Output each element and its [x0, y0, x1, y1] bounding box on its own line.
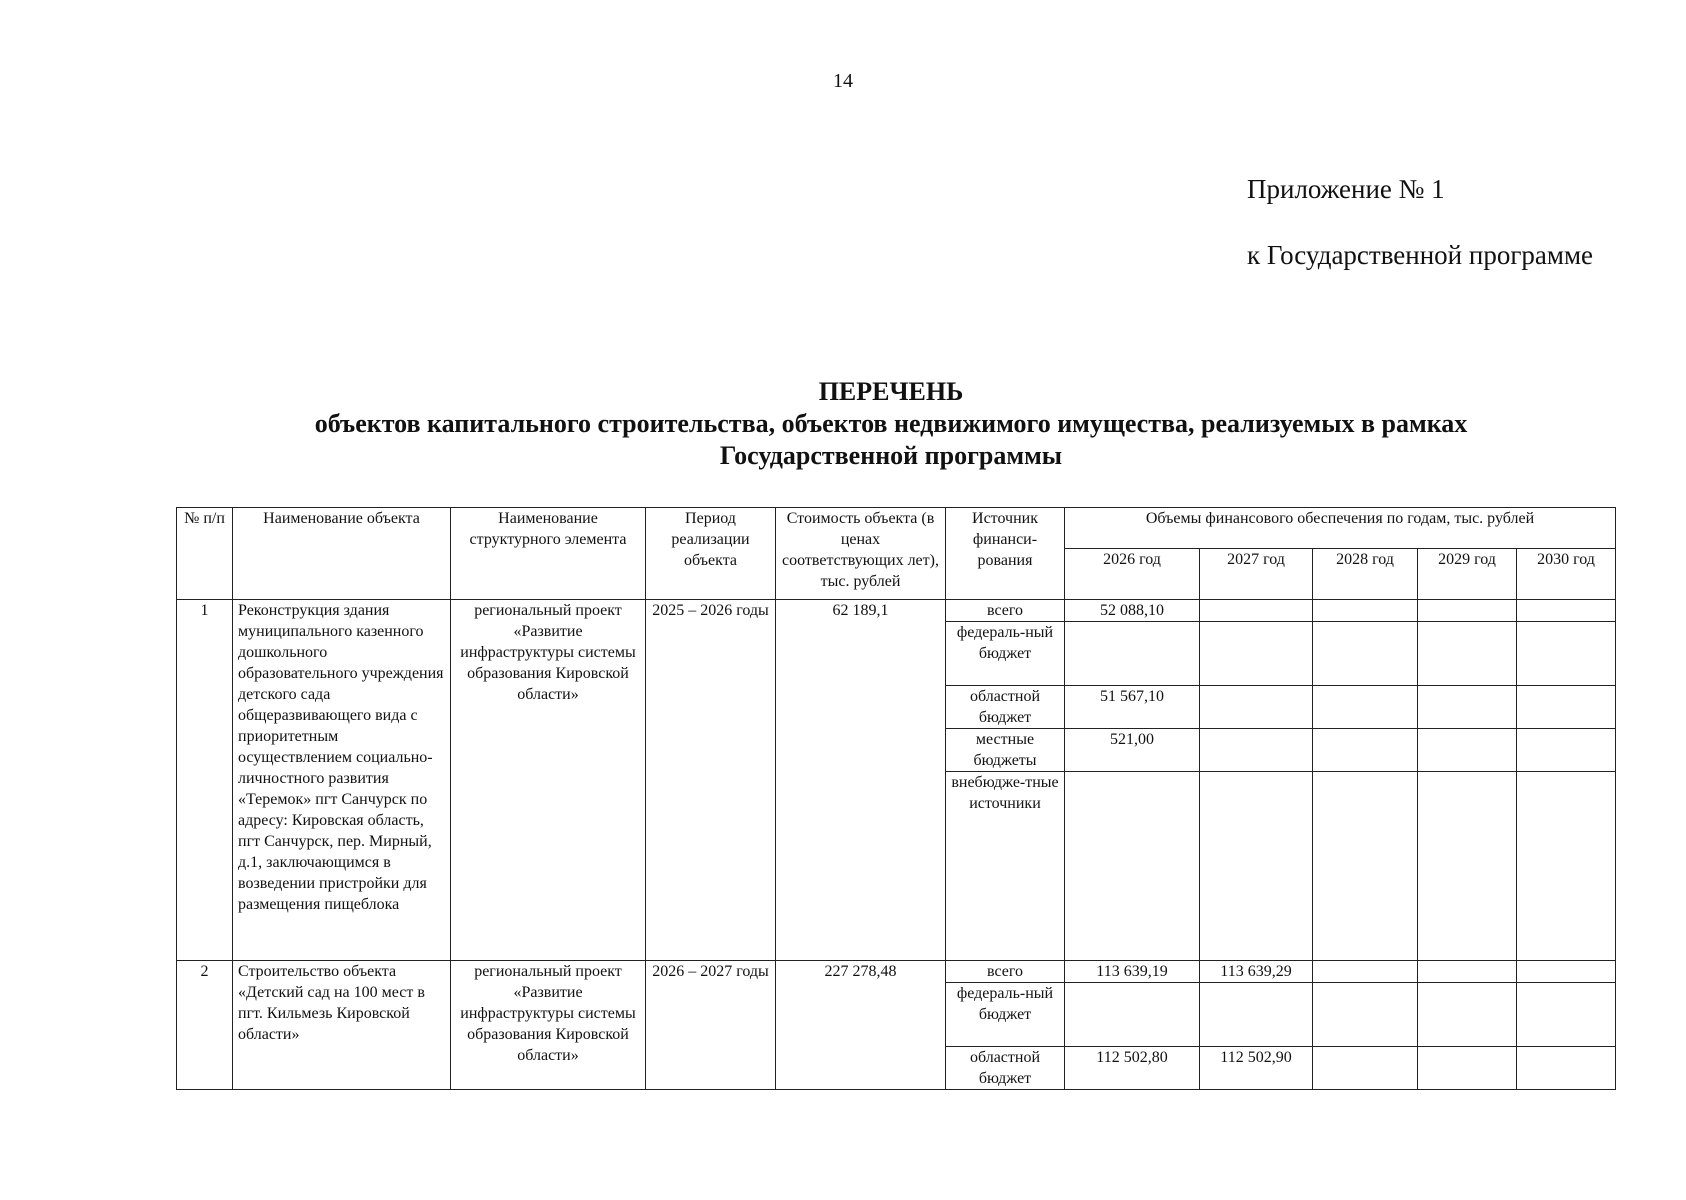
value-cell	[1418, 983, 1517, 1047]
header-year: 2030 год	[1517, 549, 1616, 600]
source-label: федераль-ный бюджет	[946, 983, 1065, 1047]
title-line-1: ПЕРЕЧЕНЬ	[818, 377, 964, 406]
object-cost: 62 189,1	[776, 600, 946, 961]
value-cell	[1200, 600, 1313, 622]
value-cell	[1517, 622, 1616, 686]
value-cell: 112 502,80	[1065, 1047, 1200, 1090]
table-row	[177, 961, 1616, 983]
value-cell: 113 639,29	[1200, 961, 1313, 983]
value-cell	[1517, 961, 1616, 983]
source-label: внебюдже-тные источники	[946, 772, 1065, 961]
object-cost: 227 278,48	[776, 961, 946, 1090]
source-label: федераль-ный бюджет	[946, 622, 1065, 686]
value-cell	[1313, 600, 1418, 622]
value-cell	[1313, 729, 1418, 772]
value-cell	[1200, 772, 1313, 961]
value-cell	[1065, 983, 1200, 1047]
value-cell	[1313, 772, 1418, 961]
value-cell	[1200, 686, 1313, 729]
header-year: 2028 год	[1313, 549, 1418, 600]
object-name: Строительство объекта «Детский сад на 100 мест в пгт. Кильмезь Кировской области»	[233, 961, 451, 1090]
header-year: 2027 год	[1200, 549, 1313, 600]
source-label: всего	[946, 961, 1065, 983]
page-number: 14	[833, 70, 853, 92]
title-line-3: Государственной программы	[719, 441, 1063, 470]
object-num: 2	[177, 961, 233, 1090]
value-cell	[1418, 1047, 1517, 1090]
value-cell	[1065, 772, 1200, 961]
value-cell	[1065, 622, 1200, 686]
source-label: всего	[946, 600, 1065, 622]
header-year: 2026 год	[1065, 549, 1200, 600]
value-cell	[1418, 772, 1517, 961]
value-cell: 51 567,10	[1065, 686, 1200, 729]
value-cell	[1313, 622, 1418, 686]
value-cell	[1313, 1047, 1418, 1090]
header-volumes: Объемы финансового обеспечения по годам, тыс. рублей	[1065, 508, 1616, 549]
value-cell	[1418, 729, 1517, 772]
source-label: областной бюджет	[946, 686, 1065, 729]
object-period: 2025 – 2026 годы	[646, 600, 776, 961]
object-num: 1	[177, 600, 233, 961]
header-period: Период реализации объекта	[646, 508, 776, 600]
object-period: 2026 – 2027 годы	[646, 961, 776, 1090]
value-cell	[1517, 600, 1616, 622]
value-cell	[1517, 1047, 1616, 1090]
value-cell	[1313, 961, 1418, 983]
value-cell	[1418, 686, 1517, 729]
value-cell: 521,00	[1065, 729, 1200, 772]
source-label: местные бюджеты	[946, 729, 1065, 772]
appendix-program-ref: к Государственной программе	[1247, 240, 1594, 270]
value-cell	[1200, 729, 1313, 772]
value-cell	[1313, 686, 1418, 729]
object-element: региональный проект «Развитие инфраструктуры системы образования Кировской области»	[451, 961, 646, 1090]
table-row	[177, 600, 1616, 622]
object-name: Реконструкция здания муниципального казенного дошкольного образовательного учреждения детского сада общеразвивающего вида с приоритетным осуществлением социально-личностного развития «Теремок» пгт Санчурск по адресу: Кировская область, пгт Санчурск, пер. Мирный, д.1, заключающимся в возведении пристройки для размещения пищеблока	[233, 600, 451, 961]
header-num: № п/п	[177, 508, 233, 600]
header-structural-element: Наименование структурного элемента	[451, 508, 646, 600]
value-cell	[1517, 983, 1616, 1047]
header-cost: Стоимость объекта (в ценах соответствующих лет), тыс. рублей	[776, 508, 946, 600]
header-year: 2029 год	[1418, 549, 1517, 600]
value-cell	[1313, 983, 1418, 1047]
header-source: Источник финанси-рования	[946, 508, 1065, 600]
value-cell	[1418, 961, 1517, 983]
objects-table	[176, 507, 1616, 1090]
value-cell	[1200, 622, 1313, 686]
value-cell	[1517, 729, 1616, 772]
title-line-2: объектов капитального строительства, объектов недвижимого имущества, реализуемых в рамках	[314, 409, 1468, 438]
source-label: областной бюджет	[946, 1047, 1065, 1090]
object-element: региональный проект «Развитие инфраструктуры системы образования Кировской области»	[451, 600, 646, 961]
value-cell	[1418, 622, 1517, 686]
value-cell	[1200, 983, 1313, 1047]
value-cell	[1418, 600, 1517, 622]
document-title	[176, 376, 1606, 472]
value-cell	[1517, 686, 1616, 729]
value-cell: 52 088,10	[1065, 600, 1200, 622]
appendix-label: Приложение № 1	[1247, 174, 1445, 204]
value-cell: 113 639,19	[1065, 961, 1200, 983]
value-cell: 112 502,90	[1200, 1047, 1313, 1090]
value-cell	[1517, 772, 1616, 961]
header-object-name: Наименование объекта	[233, 508, 451, 600]
